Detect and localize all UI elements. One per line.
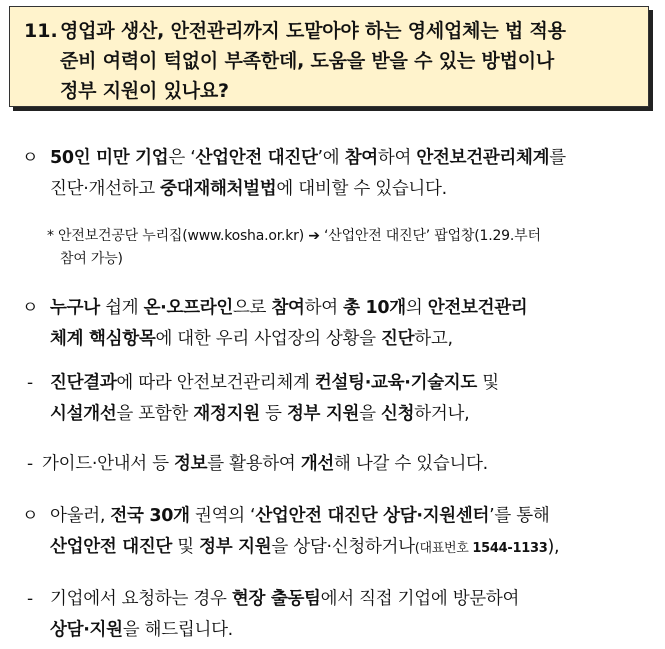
dash-1-line-2 <box>50 399 469 429</box>
text-bold: 시설개선 <box>50 404 117 424</box>
text-bold: 전국 30개 <box>110 506 190 526</box>
bullet-marker: ㅇ <box>22 148 39 168</box>
text: 해 나갈 수 있습니다. <box>334 454 488 474</box>
paragraph-3-line-2 <box>50 532 559 564</box>
text-bold: 총 10개 <box>343 298 406 318</box>
text-bold: 정부 지원 <box>199 537 272 557</box>
text-bold: 중대재해처벌법 <box>160 179 277 199</box>
paragraph-3-line-1 <box>50 501 549 531</box>
text-bold: 상담·지원 <box>50 620 123 640</box>
text: 진단·개선하고 <box>50 179 161 199</box>
text: 으로 <box>232 298 272 318</box>
text-bold: 안전보건관리 <box>427 298 528 318</box>
bullet-marker: ㅇ <box>22 506 39 526</box>
text-bold: 안전보건관리체계 <box>416 148 550 168</box>
text-bold: 50인 미만 기업 <box>50 148 169 168</box>
text-bold: 개선 <box>300 454 335 474</box>
text: 등 <box>259 404 287 424</box>
text: ’를 통해 <box>489 506 550 526</box>
phone-number: 1544-1133 <box>472 541 548 556</box>
paragraph-1-line-1 <box>50 143 566 173</box>
question-number: 11. <box>24 20 58 42</box>
text-bold: 재정지원 <box>193 404 260 424</box>
text-bold: 참여 <box>271 298 305 318</box>
text-bold: 진단결과 <box>50 373 117 393</box>
text: 을 해드립니다. <box>122 620 233 640</box>
text-bold: 산업안전 대진단 <box>195 148 318 168</box>
text: 을 상담·신청하거나 <box>271 537 415 557</box>
footnote-line-2: 참여 가능) <box>60 251 123 267</box>
text: 권역의 ‘ <box>189 506 256 526</box>
text: 은 ‘ <box>168 148 196 168</box>
paragraph-2-line-2 <box>50 324 453 354</box>
text: 가이드·안내서 등 <box>42 454 175 474</box>
text: 을 포함한 <box>116 404 194 424</box>
text-bold: 참여 <box>344 148 378 168</box>
text-bold: 정보 <box>174 454 208 474</box>
text: 아울러, <box>50 506 111 526</box>
text: 하여 <box>377 148 417 168</box>
text: ), <box>547 537 560 557</box>
text: 하고, <box>414 329 453 349</box>
text-bold: 현장 출동팀 <box>231 589 321 609</box>
text-bold: 산업안전 대진단 <box>50 537 173 557</box>
text-bold: 정부 지원 <box>286 404 360 424</box>
text-small: (대표번호 <box>414 541 473 556</box>
text-bold: 신청 <box>381 404 415 424</box>
question-line-3: 정부 지원이 있나요? <box>60 80 229 102</box>
text-bold: 컨설팅·교육·기술지도 <box>314 373 478 393</box>
dash-3-line-1 <box>50 584 519 614</box>
bullet-marker: ㅇ <box>22 298 39 318</box>
text-bold: 진단 <box>381 329 415 349</box>
question-line-2: 준비 여력이 턱없이 부족한데, 도움을 받을 수 있는 방법이나 <box>60 50 555 72</box>
dash-marker: - <box>27 589 34 609</box>
paragraph-1-line-2 <box>50 174 447 204</box>
text: 에 따라 안전보건관리체계 <box>116 373 315 393</box>
question-box <box>9 6 649 107</box>
text-bold: 온·오프라인 <box>143 298 233 318</box>
question-line-1: 영업과 생산, 안전관리까지 도맡아야 하는 영세업체는 법 적용 <box>60 20 566 42</box>
dash-3-line-2 <box>50 615 233 645</box>
footnote-line-1: * 안전보건공단 누리집(www.kosha.or.kr) ➔ ‘산업안전 대진단’ 팝업창(1.29.부터 <box>47 228 541 244</box>
text: 및 <box>172 537 200 557</box>
text: 및 <box>477 373 499 393</box>
dash-1-line-1 <box>50 368 499 398</box>
text: 에 대비할 수 있습니다. <box>276 179 447 199</box>
dash-marker: - <box>27 454 34 474</box>
text-bold: 누구나 <box>50 298 100 318</box>
text: 하여 <box>304 298 344 318</box>
text: 에 대한 우리 사업장의 상황을 <box>155 329 382 349</box>
dash-2-line-1 <box>42 449 488 479</box>
text: 하거나, <box>414 404 470 424</box>
text: 을 <box>359 404 382 424</box>
text: 에서 직접 기업에 방문하여 <box>320 589 520 609</box>
dash-marker: - <box>27 373 34 393</box>
text: 기업에서 요청하는 경우 <box>50 589 232 609</box>
text: 쉽게 <box>99 298 144 318</box>
text: 의 <box>405 298 428 318</box>
text-bold: 산업안전 대진단 상담·지원센터 <box>255 506 490 526</box>
paragraph-2-line-1 <box>50 293 527 323</box>
text-bold: 체계 핵심항목 <box>50 329 156 349</box>
text: 를 <box>549 148 566 168</box>
text: ’에 <box>317 148 345 168</box>
text: 를 활용하여 <box>207 454 301 474</box>
